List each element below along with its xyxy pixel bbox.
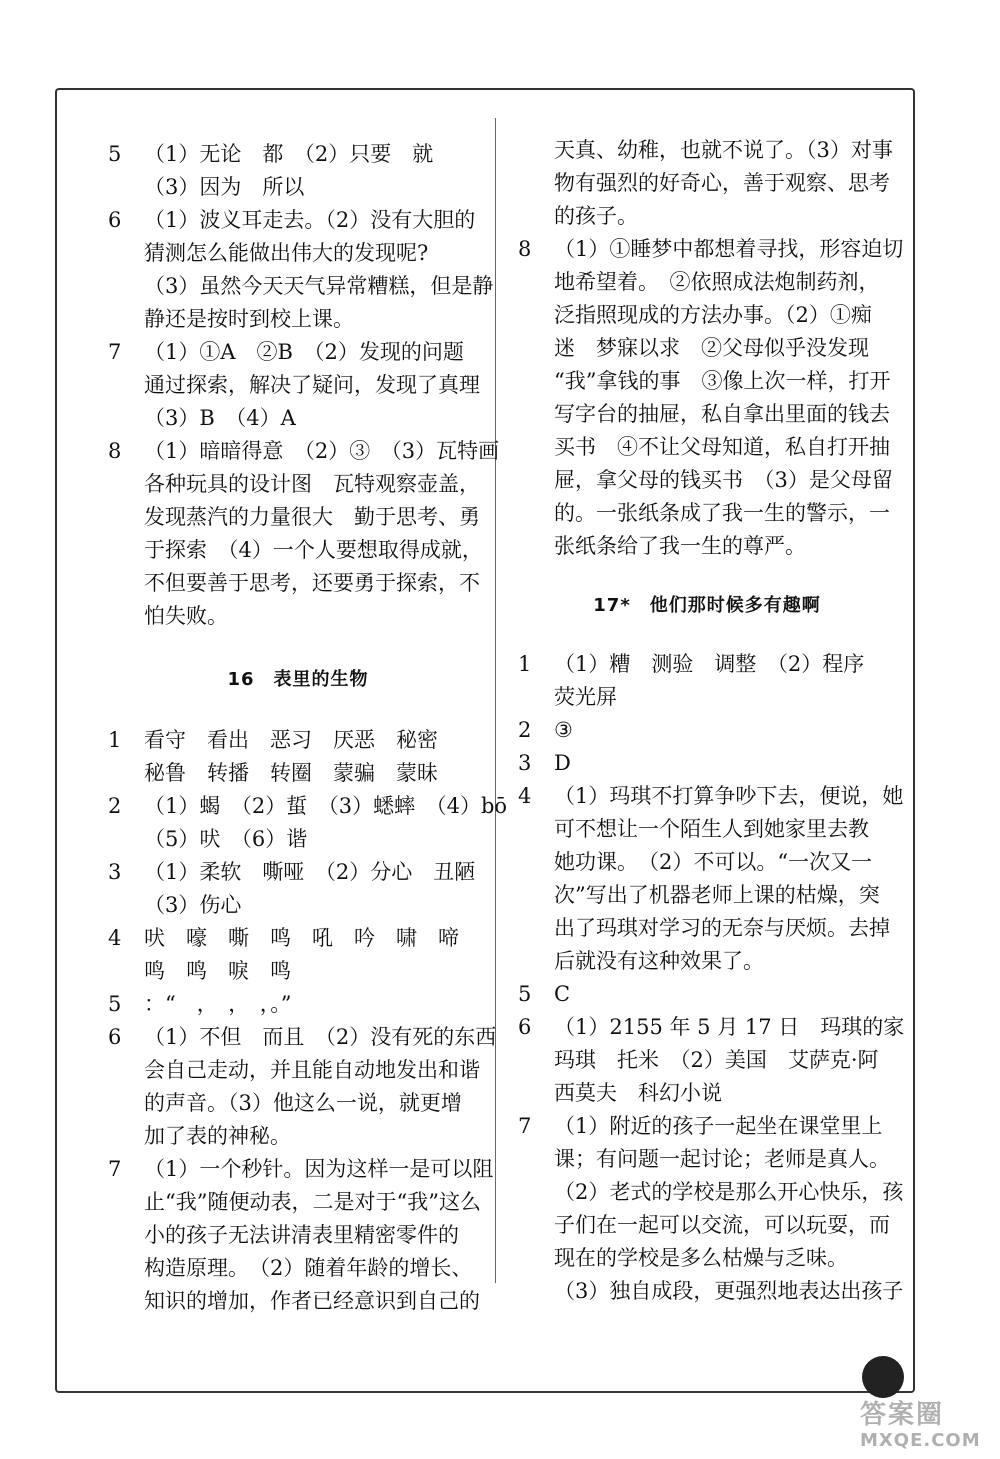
answer-line: 西莫夫 科幻小说 — [554, 1081, 722, 1105]
answer-line: 止“我”随便动表，二是对于“我”这么 — [144, 1190, 481, 1214]
answer-item — [108, 138, 488, 204]
answer-line: 鸣 鸣 唳 鸣 — [144, 959, 291, 983]
answer-number: 1 — [518, 652, 532, 676]
answer-line: 加了表的神秘。 — [144, 1124, 291, 1148]
answer-body — [144, 1021, 496, 1153]
answer-line: 知识的增加，作者已经意识到自己的 — [144, 1289, 480, 1313]
section-title-17: 17* 他们那时候多有趣啊 — [593, 595, 821, 616]
answer-line: 静还是按时到校上课。 — [144, 307, 354, 331]
answer-line: （1）①A ②B （2）发现的问题 — [144, 340, 464, 364]
answer-line: 买书 ④不让父母知道，私自打开抽 — [554, 435, 890, 459]
page-number-badge — [862, 1356, 904, 1398]
answer-line: 现在的学校是多么枯燥与乏味。 — [554, 1246, 848, 1270]
answer-line: （1）一个秒针。因为这样一是可以阻 — [144, 1157, 494, 1181]
answer-item — [108, 1153, 494, 1318]
answer-number: 5 — [108, 142, 122, 166]
answer-number: 2 — [518, 718, 532, 742]
answer-line: （3）独自成段，更强烈地表达出孩子 — [554, 1279, 904, 1303]
answer-body — [144, 1153, 493, 1318]
answer-line: 秘鲁 转播 转圈 蒙骗 蒙昧 — [144, 761, 438, 785]
continuation-line: 物有强烈的好奇心，善于观察、思考 — [554, 171, 890, 195]
answer-line: D — [554, 751, 571, 775]
answer-number: 8 — [518, 237, 532, 261]
answer-item — [518, 233, 904, 563]
answer-number: 6 — [108, 208, 122, 232]
answer-body — [554, 714, 896, 747]
answer-number: 4 — [108, 926, 122, 950]
answer-line: 写字台的抽屉，私自拿出里面的钱去 — [554, 402, 890, 426]
answer-line: 会自己走动，并且能自动地发出和谐 — [144, 1058, 480, 1082]
continuation-line: 的孩子。 — [554, 204, 638, 228]
answer-line: （1）附近的孩子一起坐在课堂里上 — [554, 1114, 883, 1138]
answer-body — [554, 780, 903, 978]
answer-item — [518, 1011, 905, 1110]
answer-item — [108, 336, 488, 435]
answer-item — [108, 204, 494, 336]
answer-line: 次”写出了机器老师上课的枯燥，突 — [554, 883, 880, 907]
answer-item — [108, 988, 488, 1021]
answer-item — [108, 1021, 497, 1153]
answer-item — [108, 922, 488, 988]
answer-body — [144, 724, 488, 790]
answer-line: 迷 梦寐以求 ②父母似乎没发现 — [554, 336, 869, 360]
left-answers-part-2 — [108, 724, 508, 1318]
answer-body — [554, 233, 903, 563]
answer-line: （1）2155 年 5 月 17 日 玛琪的家 — [554, 1015, 905, 1039]
right-column — [518, 134, 905, 1308]
answer-line: 屉，拿父母的钱买书 （3）是父母留 — [554, 468, 893, 492]
answer-line: 于探索 （4）一个人要想取得成就， — [144, 538, 483, 562]
answer-item — [518, 648, 896, 714]
answer-line: 的。一张纸条成了我一生的警示，一 — [554, 501, 890, 525]
answer-body — [144, 204, 493, 336]
answer-item — [108, 856, 488, 922]
answer-number: 4 — [518, 784, 532, 808]
answer-number: 2 — [108, 794, 122, 818]
answer-number: 7 — [518, 1114, 532, 1138]
answer-line: （1）波义耳走去。（2）没有大胆的 — [144, 208, 476, 232]
answer-line: （1）无论 都 （2）只要 就 — [144, 142, 434, 166]
answer-line: ③ — [554, 718, 573, 742]
answer-item — [518, 747, 896, 780]
answer-number: 5 — [518, 982, 532, 1006]
answer-line: 课；有问题一起讨论；老师是真人。 — [554, 1147, 890, 1171]
answer-line: （3）虽然今天天气异常糟糕，但是静 — [144, 274, 494, 298]
answer-line: “我”拿钱的事 ③像上次一样，打开 — [554, 369, 891, 393]
answer-body — [144, 790, 507, 856]
answer-item — [518, 780, 904, 978]
section-title-16: 16 表里的生物 — [227, 669, 369, 690]
answer-number: 7 — [108, 1157, 122, 1181]
answer-line: 看守 看出 恶习 厌恶 秘密 — [144, 728, 438, 752]
answer-line: （1）柔软 嘶哑 （2）分心 丑陋 — [144, 860, 476, 884]
answer-line: 她功课。 （2）不可以。“一次又一 — [554, 850, 873, 874]
answer-number: 1 — [108, 728, 122, 752]
answer-line: 荧光屏 — [554, 685, 617, 709]
answer-line: 怕失败。 — [144, 604, 228, 628]
continuation-line: 天真、幼稚，也就不说了。（3）对事 — [554, 138, 893, 162]
answer-line: 发现蒸汽的力量很大 勤于思考、勇 — [144, 505, 480, 529]
answer-line: 玛琪 托米 （2）美国 艾萨克·阿 — [554, 1048, 879, 1072]
answer-line: 子们在一起可以交流，可以玩耍，而 — [554, 1213, 890, 1237]
answer-body — [144, 336, 488, 435]
left-column — [108, 138, 508, 1318]
answer-line: 可不想让一个陌生人到她家里去教 — [554, 817, 869, 841]
answer-body — [144, 988, 488, 1021]
answer-number: 7 — [108, 340, 122, 364]
answer-number: 5 — [108, 992, 122, 1016]
answer-item — [518, 978, 896, 1011]
answer-line: 猜测怎么能做出伟大的发现呢? — [144, 241, 429, 265]
right-continuation — [518, 134, 896, 233]
answer-item — [108, 435, 500, 633]
left-answers-part-1 — [108, 138, 500, 633]
watermark-logo: 答案圈 — [860, 1400, 945, 1430]
answer-line: 构造原理。 （2）随着年龄的增长、 — [144, 1256, 473, 1280]
answer-line: （2）老式的学校是那么开心快乐，孩 — [554, 1180, 904, 1204]
answer-number: 3 — [108, 860, 122, 884]
answer-body — [554, 648, 896, 714]
right-answers-part-2 — [518, 648, 905, 1308]
answer-line: （1）①睡梦中都想着寻找，形容迫切 — [554, 237, 904, 261]
answer-body — [144, 922, 488, 988]
answer-number: 6 — [108, 1025, 122, 1049]
answer-line: 地希望着。 ②依照成法炮制药剂， — [554, 270, 880, 294]
answer-line: （1）暗暗得意 （2）③ （3）瓦特画 — [144, 439, 500, 463]
answer-line: 小的孩子无法讲清表里精密零件的 — [144, 1223, 459, 1247]
right-answers-part-1 — [518, 233, 904, 563]
answer-line: C — [554, 982, 571, 1006]
answer-line: 张纸条给了我一生的尊严。 — [554, 534, 806, 558]
answer-item — [108, 790, 508, 856]
answer-line: 泛指照现成的方法办事。（2）①痴 — [554, 303, 872, 327]
answer-line: 后就没有这种效果了。 — [554, 949, 764, 973]
watermark — [860, 1400, 990, 1450]
answer-number: 6 — [518, 1015, 532, 1039]
answer-line: （5）吠 （6）谐 — [144, 827, 308, 851]
answer-body — [144, 856, 488, 922]
answer-body — [144, 435, 499, 633]
answer-body — [144, 138, 488, 204]
answer-line: 不但要善于思考，还要勇于探索，不 — [144, 571, 480, 595]
answer-line: 各种玩具的设计图 瓦特观察壶盖， — [144, 472, 480, 496]
answer-line: 通过探索，解决了疑问，发现了真理 — [144, 373, 480, 397]
answer-line: （3）因为 所以 — [144, 175, 305, 199]
answer-number: 8 — [108, 439, 122, 463]
answer-line: 出了玛琪对学习的无奈与厌烦。去掉 — [554, 916, 890, 940]
answer-body — [554, 1110, 903, 1308]
answer-line: （1）蝎 （2）蜇 （3）蟋蟀 （4）bō — [144, 794, 508, 818]
answer-line: （3）伤心 — [144, 893, 242, 917]
answer-body — [554, 747, 896, 780]
answer-line: ：“ ， ， ，。” — [144, 992, 292, 1016]
answer-line: （1）玛琪不打算争吵下去，便说，她 — [554, 784, 904, 808]
answer-line: （1）糟 测验 调整 （2）程序 — [554, 652, 865, 676]
answer-line: （1）不但 而且 （2）没有死的东西 — [144, 1025, 497, 1049]
answer-body — [554, 1011, 904, 1110]
answer-line: 吠 嚎 嘶 鸣 吼 吟 啸 啼 — [144, 926, 459, 950]
answer-item — [108, 724, 488, 790]
answer-body — [554, 978, 896, 1011]
watermark-url: MXQE.COM — [860, 1430, 981, 1451]
answer-number: 3 — [518, 751, 532, 775]
answer-line: （3）B （4）A — [144, 406, 296, 430]
answer-item — [518, 714, 896, 747]
answer-line: 的声音。（3）他这么一说，就更增 — [144, 1091, 462, 1115]
answer-item — [518, 1110, 904, 1308]
